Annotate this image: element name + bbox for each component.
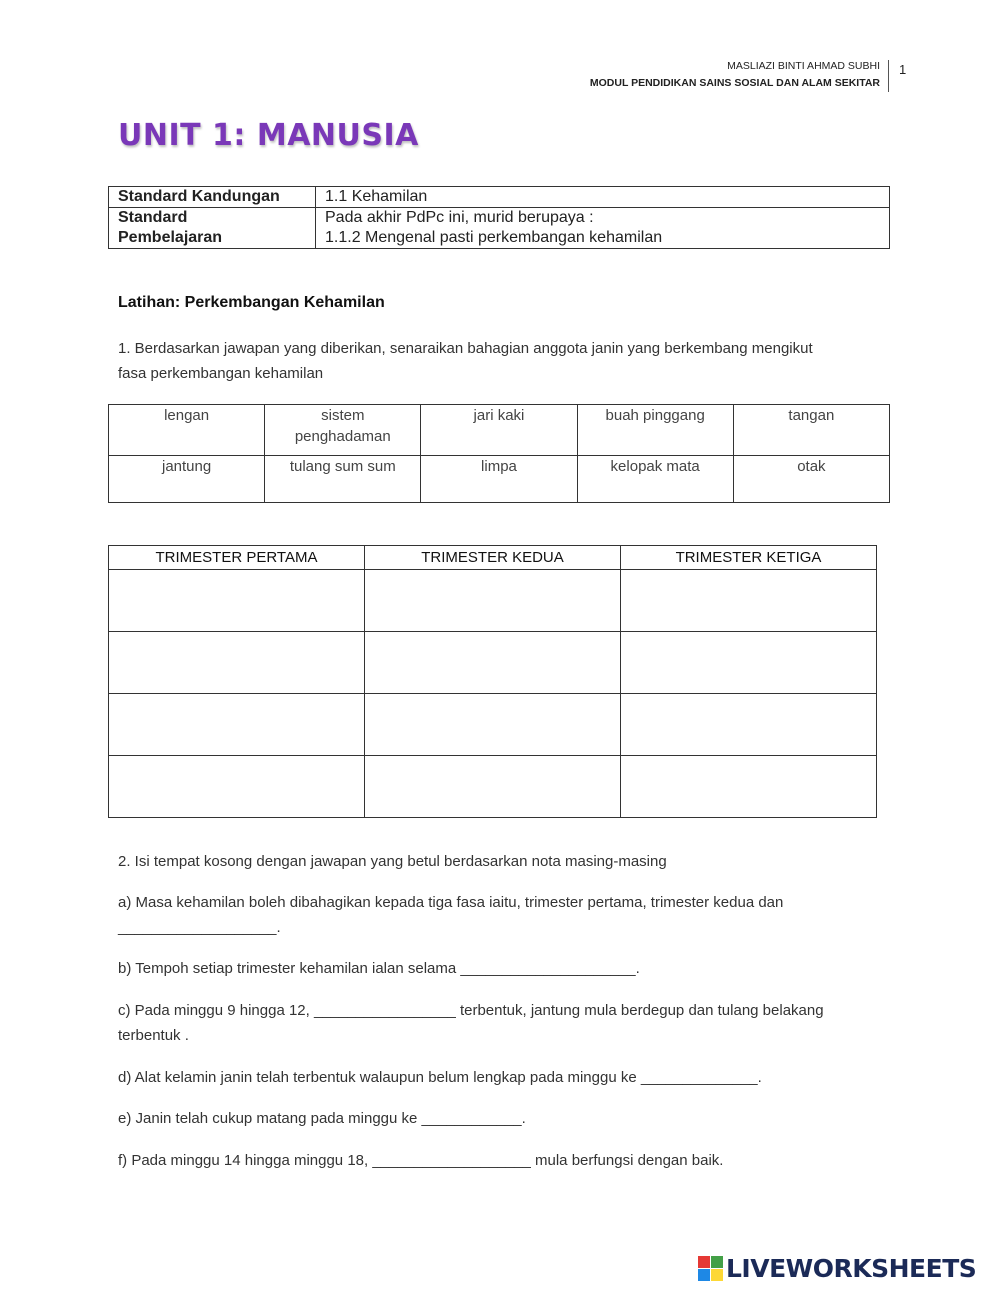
unit-title: UNIT 1: MANUSIA <box>118 118 419 153</box>
header-author: MASLIAZI BINTI AHMAD SUBHI <box>727 60 880 72</box>
liveworksheets-logo <box>698 1254 976 1283</box>
question-2f[interactable]: f) Pada minggu 14 hingga minggu 18, ___________________ mula berfungsi dengan baik. <box>118 1152 724 1169</box>
question-2b[interactable]: b) Tempoh setiap trimester kehamilan ialan selama _____________________. <box>118 960 640 977</box>
word-cell[interactable]: tulang sum sum <box>265 456 421 503</box>
text-line: terbentuk . <box>118 1027 189 1044</box>
section-title: Latihan: Perkembangan Kehamilan <box>118 294 385 311</box>
word-cell[interactable]: limpa <box>421 456 577 503</box>
logo-block <box>711 1269 723 1281</box>
standard-pembelajaran-value <box>316 208 890 249</box>
word-cell[interactable]: otak <box>733 456 889 503</box>
answer-drop-cell[interactable] <box>621 632 877 694</box>
question-2d[interactable]: d) Alat kelamin janin telah terbentuk walaupun belum lengkap pada minggu ke ______________. <box>118 1069 762 1086</box>
answer-drop-cell[interactable] <box>109 694 365 756</box>
table-row <box>109 570 877 632</box>
answer-drop-cell[interactable] <box>109 570 365 632</box>
answer-drop-cell[interactable] <box>621 694 877 756</box>
text-line: fasa perkembangan kehamilan <box>118 365 324 382</box>
header-module: MODUL PENDIDIKAN SAINS SOSIAL DAN ALAM SEKITAR <box>589 77 880 89</box>
table-row <box>109 456 890 503</box>
value-line: Pada akhir PdPc ini, murid berupaya : <box>325 209 594 226</box>
table-row <box>109 405 890 456</box>
table-header-row <box>109 546 877 570</box>
value-line: 1.1.2 Mengenal pasti perkembangan kehamilan <box>325 229 663 246</box>
logo-blocks-icon <box>698 1256 723 1281</box>
word-cell[interactable]: sistem penghadaman <box>265 405 421 456</box>
answer-drop-cell[interactable] <box>365 632 621 694</box>
standard-pembelajaran-label <box>109 208 316 249</box>
text-line: a) Masa kehamilan boleh dibahagikan kepada tiga fasa iaitu, trimester pertama, trimester kedua dan <box>118 894 784 911</box>
logo-block <box>698 1269 710 1281</box>
label-line: Pembelajaran <box>118 229 223 246</box>
answer-drop-cell[interactable] <box>621 570 877 632</box>
answer-drop-cell[interactable] <box>365 570 621 632</box>
label-line: Standard <box>118 209 188 226</box>
table-row <box>109 208 890 249</box>
header-trimester-kedua: TRIMESTER KEDUA <box>365 546 621 570</box>
text-line: 1. Berdasarkan jawapan yang diberikan, senaraikan bahagian anggota janin yang berkembang mengikut <box>118 340 813 357</box>
answer-blank[interactable]: ___________________. <box>118 919 281 936</box>
header-trimester-pertama: TRIMESTER PERTAMA <box>109 546 365 570</box>
word-cell[interactable]: buah pinggang <box>577 405 733 456</box>
answer-drop-cell[interactable] <box>365 694 621 756</box>
answer-drop-cell[interactable] <box>109 756 365 818</box>
table-row <box>109 756 877 818</box>
question-2a <box>118 890 878 940</box>
logo-block <box>698 1256 710 1268</box>
standard-kandungan-label: Standard Kandungan <box>109 187 316 208</box>
logo-block <box>711 1256 723 1268</box>
text-line[interactable]: c) Pada minggu 9 hingga 12, _________________ terbentuk, jantung mula berdegup dan tulang belakang <box>118 1002 824 1019</box>
question-2-intro: 2. Isi tempat kosong dengan jawapan yang betul berdasarkan nota masing-masing <box>118 853 667 870</box>
answer-drop-cell[interactable] <box>109 632 365 694</box>
trimester-table <box>108 545 877 818</box>
page-header <box>590 58 880 92</box>
question-2c <box>118 998 878 1048</box>
word-cell[interactable]: tangan <box>733 405 889 456</box>
word-bank-table <box>108 404 890 503</box>
word-cell[interactable]: kelopak mata <box>577 456 733 503</box>
question-2e[interactable]: e) Janin telah cukup matang pada minggu ke ____________. <box>118 1110 526 1127</box>
page-number: 1 <box>888 60 906 92</box>
word-cell[interactable]: jari kaki <box>421 405 577 456</box>
table-row <box>109 187 890 208</box>
table-row <box>109 632 877 694</box>
header-trimester-ketiga: TRIMESTER KETIGA <box>621 546 877 570</box>
word-cell[interactable]: jantung <box>109 456 265 503</box>
standards-table <box>108 186 890 249</box>
table-row <box>109 694 877 756</box>
answer-drop-cell[interactable] <box>365 756 621 818</box>
question-1-text <box>118 336 878 386</box>
word-cell[interactable]: lengan <box>109 405 265 456</box>
standard-kandungan-value: 1.1 Kehamilan <box>316 187 890 208</box>
logo-text: LIVEWORKSHEETS <box>726 1254 977 1283</box>
answer-drop-cell[interactable] <box>621 756 877 818</box>
